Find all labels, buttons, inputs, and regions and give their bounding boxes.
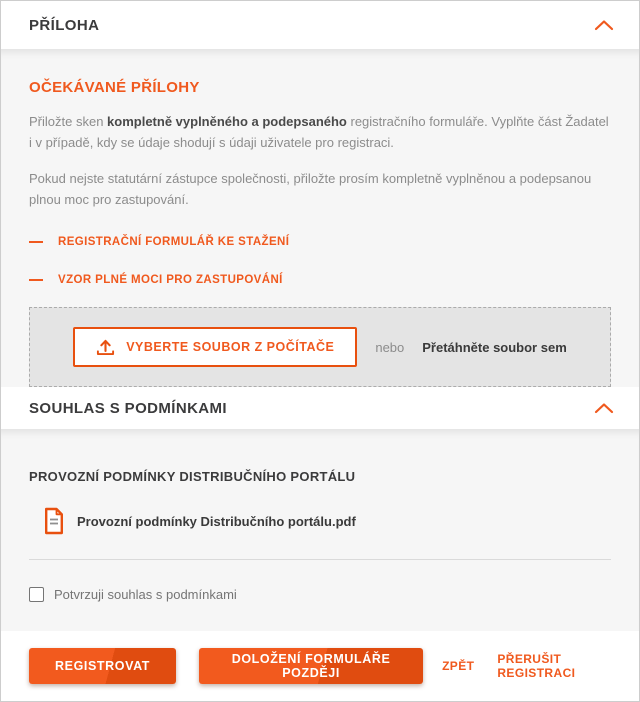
upload-icon [96, 338, 115, 356]
power-of-attorney-paragraph: Pokud nejste statutární zástupce společnosti, přiložte prosím kompletně vyplněnou a podepsanou plnou moc pro zastupování. [29, 171, 592, 207]
consent-checkbox-label[interactable]: Potvrzuji souhlas s podmínkami [54, 587, 237, 602]
footer-action-bar [1, 631, 639, 701]
file-dropzone[interactable] [29, 307, 611, 387]
register-button[interactable]: REGISTROVAT [29, 648, 176, 684]
priloha-section-title: PŘÍLOHA [29, 16, 100, 34]
para1-post: registračního formuláře. Vyplňte část Žadatel i v případě, kdy se údaje shodují s údaji uživatele pro registraci. [29, 114, 609, 150]
or-separator-label: nebo [375, 339, 405, 355]
consent-checkbox[interactable] [29, 587, 44, 602]
expected-attachments-heading: OČEKÁVANÉ PŘÍLOHY [29, 79, 200, 96]
chevron-up-icon [594, 19, 614, 31]
terms-pdf-row[interactable] [43, 507, 611, 535]
souhlas-section-title: SOUHLAS S PODMÍNKAMI [29, 399, 228, 417]
souhlas-collapse-button[interactable] [594, 402, 614, 414]
divider [29, 559, 611, 560]
souhlas-section-header[interactable] [1, 387, 639, 429]
para1-bold: kompletně vyplněného a podepsaného [107, 114, 347, 129]
cancel-registration-link[interactable]: PŘERUŠIT REGISTRACI [497, 652, 576, 680]
power-of-attorney-template-link[interactable]: VZOR PLNÉ MOCI PRO ZASTUPOVÁNÍ [58, 274, 283, 286]
back-link[interactable]: ZPĚT [442, 659, 475, 673]
terms-pdf-link[interactable]: Provozní podmínky Distribučního portálu.pdf [77, 513, 356, 529]
dash-icon [29, 241, 43, 243]
attachment-instructions-paragraph [29, 111, 611, 153]
select-file-button[interactable] [73, 327, 357, 367]
terms-heading: PROVOZNÍ PODMÍNKY DISTRIBUČNÍHO PORTÁLU [29, 469, 356, 484]
select-file-button-label: VYBERTE SOUBOR Z POČÍTAČE [126, 340, 335, 354]
pdf-document-icon [43, 507, 65, 535]
priloha-section-body [1, 49, 639, 387]
registration-form-download-row [29, 236, 611, 248]
consent-checkbox-row [29, 587, 611, 602]
priloha-collapse-button[interactable] [594, 19, 614, 31]
power-of-attorney-template-row [29, 274, 611, 286]
submit-form-later-button[interactable]: DOLOŽENÍ FORMULÁŘE POZDĚJI [199, 648, 423, 684]
registration-form-download-link[interactable]: REGISTRAČNÍ FORMULÁŘ KE STAŽENÍ [58, 236, 290, 248]
souhlas-section-body [1, 429, 639, 631]
drag-drop-label: Přetáhněte soubor sem [422, 339, 567, 355]
priloha-section-header[interactable] [1, 1, 639, 49]
para1-pre: Přiložte sken [29, 114, 108, 129]
chevron-up-icon [594, 402, 614, 414]
dash-icon [29, 279, 43, 281]
